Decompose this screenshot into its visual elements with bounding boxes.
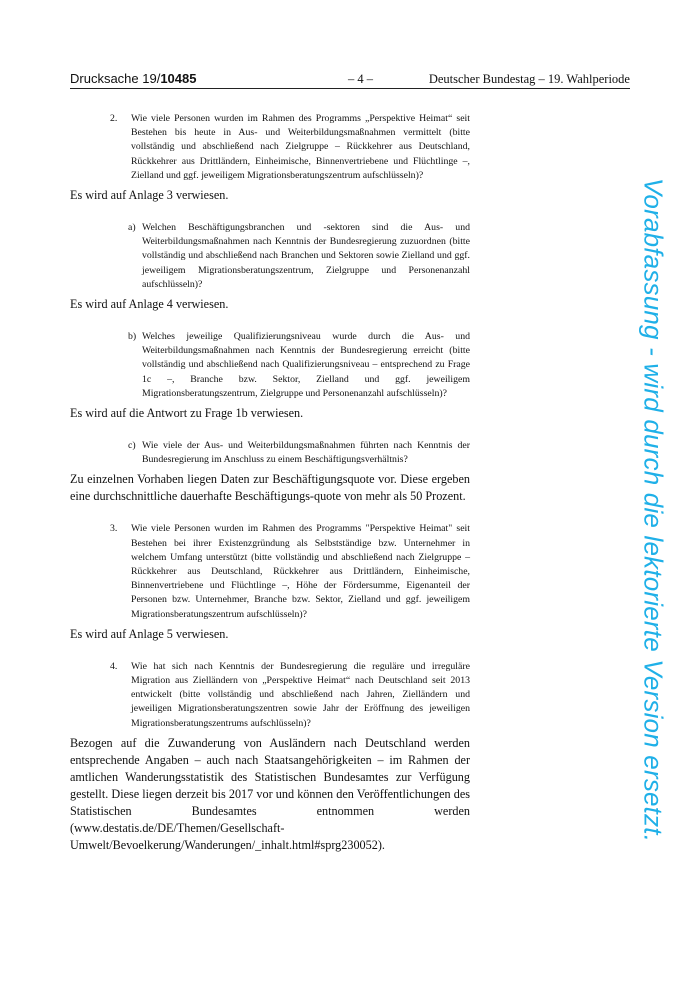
- answer-2a: Es wird auf Anlage 4 verwiesen.: [70, 297, 229, 312]
- question-3: 3. Wie viele Personen wurden im Rahmen des Programms "Perspektive Heimat" seit Bestehen bei ihrer Existenzgründung als Selbstständige bzw. Unternehmer in welchem Umfang unterstützt (bitte vollständig und abschließend nach Zielgruppe – Rückkehrer aus Deutschland, Rückkehrer aus Drittländern, Einheimische, Binnenvertriebene und Flüchtlinge –, Höhe der Fördersumme, Eigenanteil der Personen bzw. Unternehmer, Branche bzw. Sektor, Zielland und ggf. jeweiligem Migrationsberatungszentrum aufschlüsseln)?: [110, 523, 470, 620]
- question-4: 4. Wie hat sich nach Kenntnis der Bundesregierung die reguläre und irreguläre Migration aus Zielländern von „Perspektive Heimat“ nach Deutschland seit 2013 entwickelt (bitte vollständig und abschließend nach Jahren, Zielländern und jeweiligen Migrationsberatungszentren sowie Jahr der Eröffnung des jeweiligen Migrationsberatungszentrums aufschlüsseln)?: [110, 660, 470, 729]
- question-2c: c) Wie viele der Aus- und Weiterbildungsmaßnahmen führten nach Kenntnis der Bundesregierung im Anschluss zu einem Beschäftigungsverhältnis?: [128, 440, 470, 466]
- question-2: 2. Wie viele Personen wurden im Rahmen des Programms „Perspektive Heimat“ seit Bestehen bis heute in Aus- und Weiterbildungsmaßnahmen vermittelt (bitte vollständig und abschließend nach Zielgruppe – Rückkehrer aus Deutschland, Rückkehrer aus Drittländern, Einheimische, Binnenvertriebene und Flüchtlinge –, Zielland und ggf. jeweiligem Migrationsberatungszentrum aufschlüsseln)?: [110, 113, 470, 181]
- page-header: [70, 70, 630, 89]
- answer-3: Es wird auf Anlage 5 verwiesen.: [70, 626, 229, 641]
- answer-2c: Zu einzelnen Vorhaben liegen Daten zur Beschäftigungsquote vor. Diese ergeben eine durchschnittliche dauerhafte Beschäftigungs-quote von mehr als 50 Prozent.: [70, 472, 470, 504]
- answer-2b: Es wird auf die Antwort zu Frage 1b verwiesen.: [70, 406, 304, 421]
- answer-2: Es wird auf Anlage 3 verwiesen.: [70, 188, 229, 203]
- header-parliament: Deutscher Bundestag – 19. Wahlperiode: [428, 72, 630, 86]
- draft-watermark: Vorabfassung - wird durch die lektorierte Version ersetzt.: [638, 177, 669, 843]
- question-2a: a) Welchen Beschäftigungsbranchen und -sektoren sind die Aus- und Weiterbildungsmaßnahmen nach Kenntnis der Bundesregierung zuzuordnen (bitte vollständig und abschließend nach Branchen und Sektoren sowie Zielland und ggf. jeweiligem Migrationsberatungszentrum, Zielgruppe und Personenanzahl aufschlüsseln)?: [128, 222, 470, 290]
- answer-4: Bezogen auf die Zuwanderung von Ausländern nach Deutschland werden entsprechende Angaben – auch nach Staatsangehörigkeiten – im Rahmen der amtlichen Wanderungsstatistik des Statistischen Bundesamtes zur Verfügung gestellt. Diese liegen derzeit bis 2017 vor und können den Veröffentlichungen des Statistischen Bundesamtes entnommen werden (www.destatis.de/DE/Themen/Gesellschaft-Umwelt/Bevoelkerung/Wanderungen/_inhalt.html#sprg230052).: [70, 735, 470, 852]
- question-2b: b) Welches jeweilige Qualifizierungsniveau wurde durch die Aus- und Weiterbildungsmaßnahmen nach Kenntnis der Bundesregierung erreicht (bitte vollständig und abschließend nach Qualifizierungsniveau – entsprechend zu Frage 1c –, Branche bzw. Sektor, Zielland und ggf. jeweiligem Migrationsberatungszentrum, Zielgruppe und Personenanzahl aufschlüsseln)?: [128, 331, 470, 399]
- page-number: – 4 –: [348, 72, 373, 86]
- document-number: Drucksache 19/10485: [70, 71, 197, 86]
- document-body: [70, 112, 470, 854]
